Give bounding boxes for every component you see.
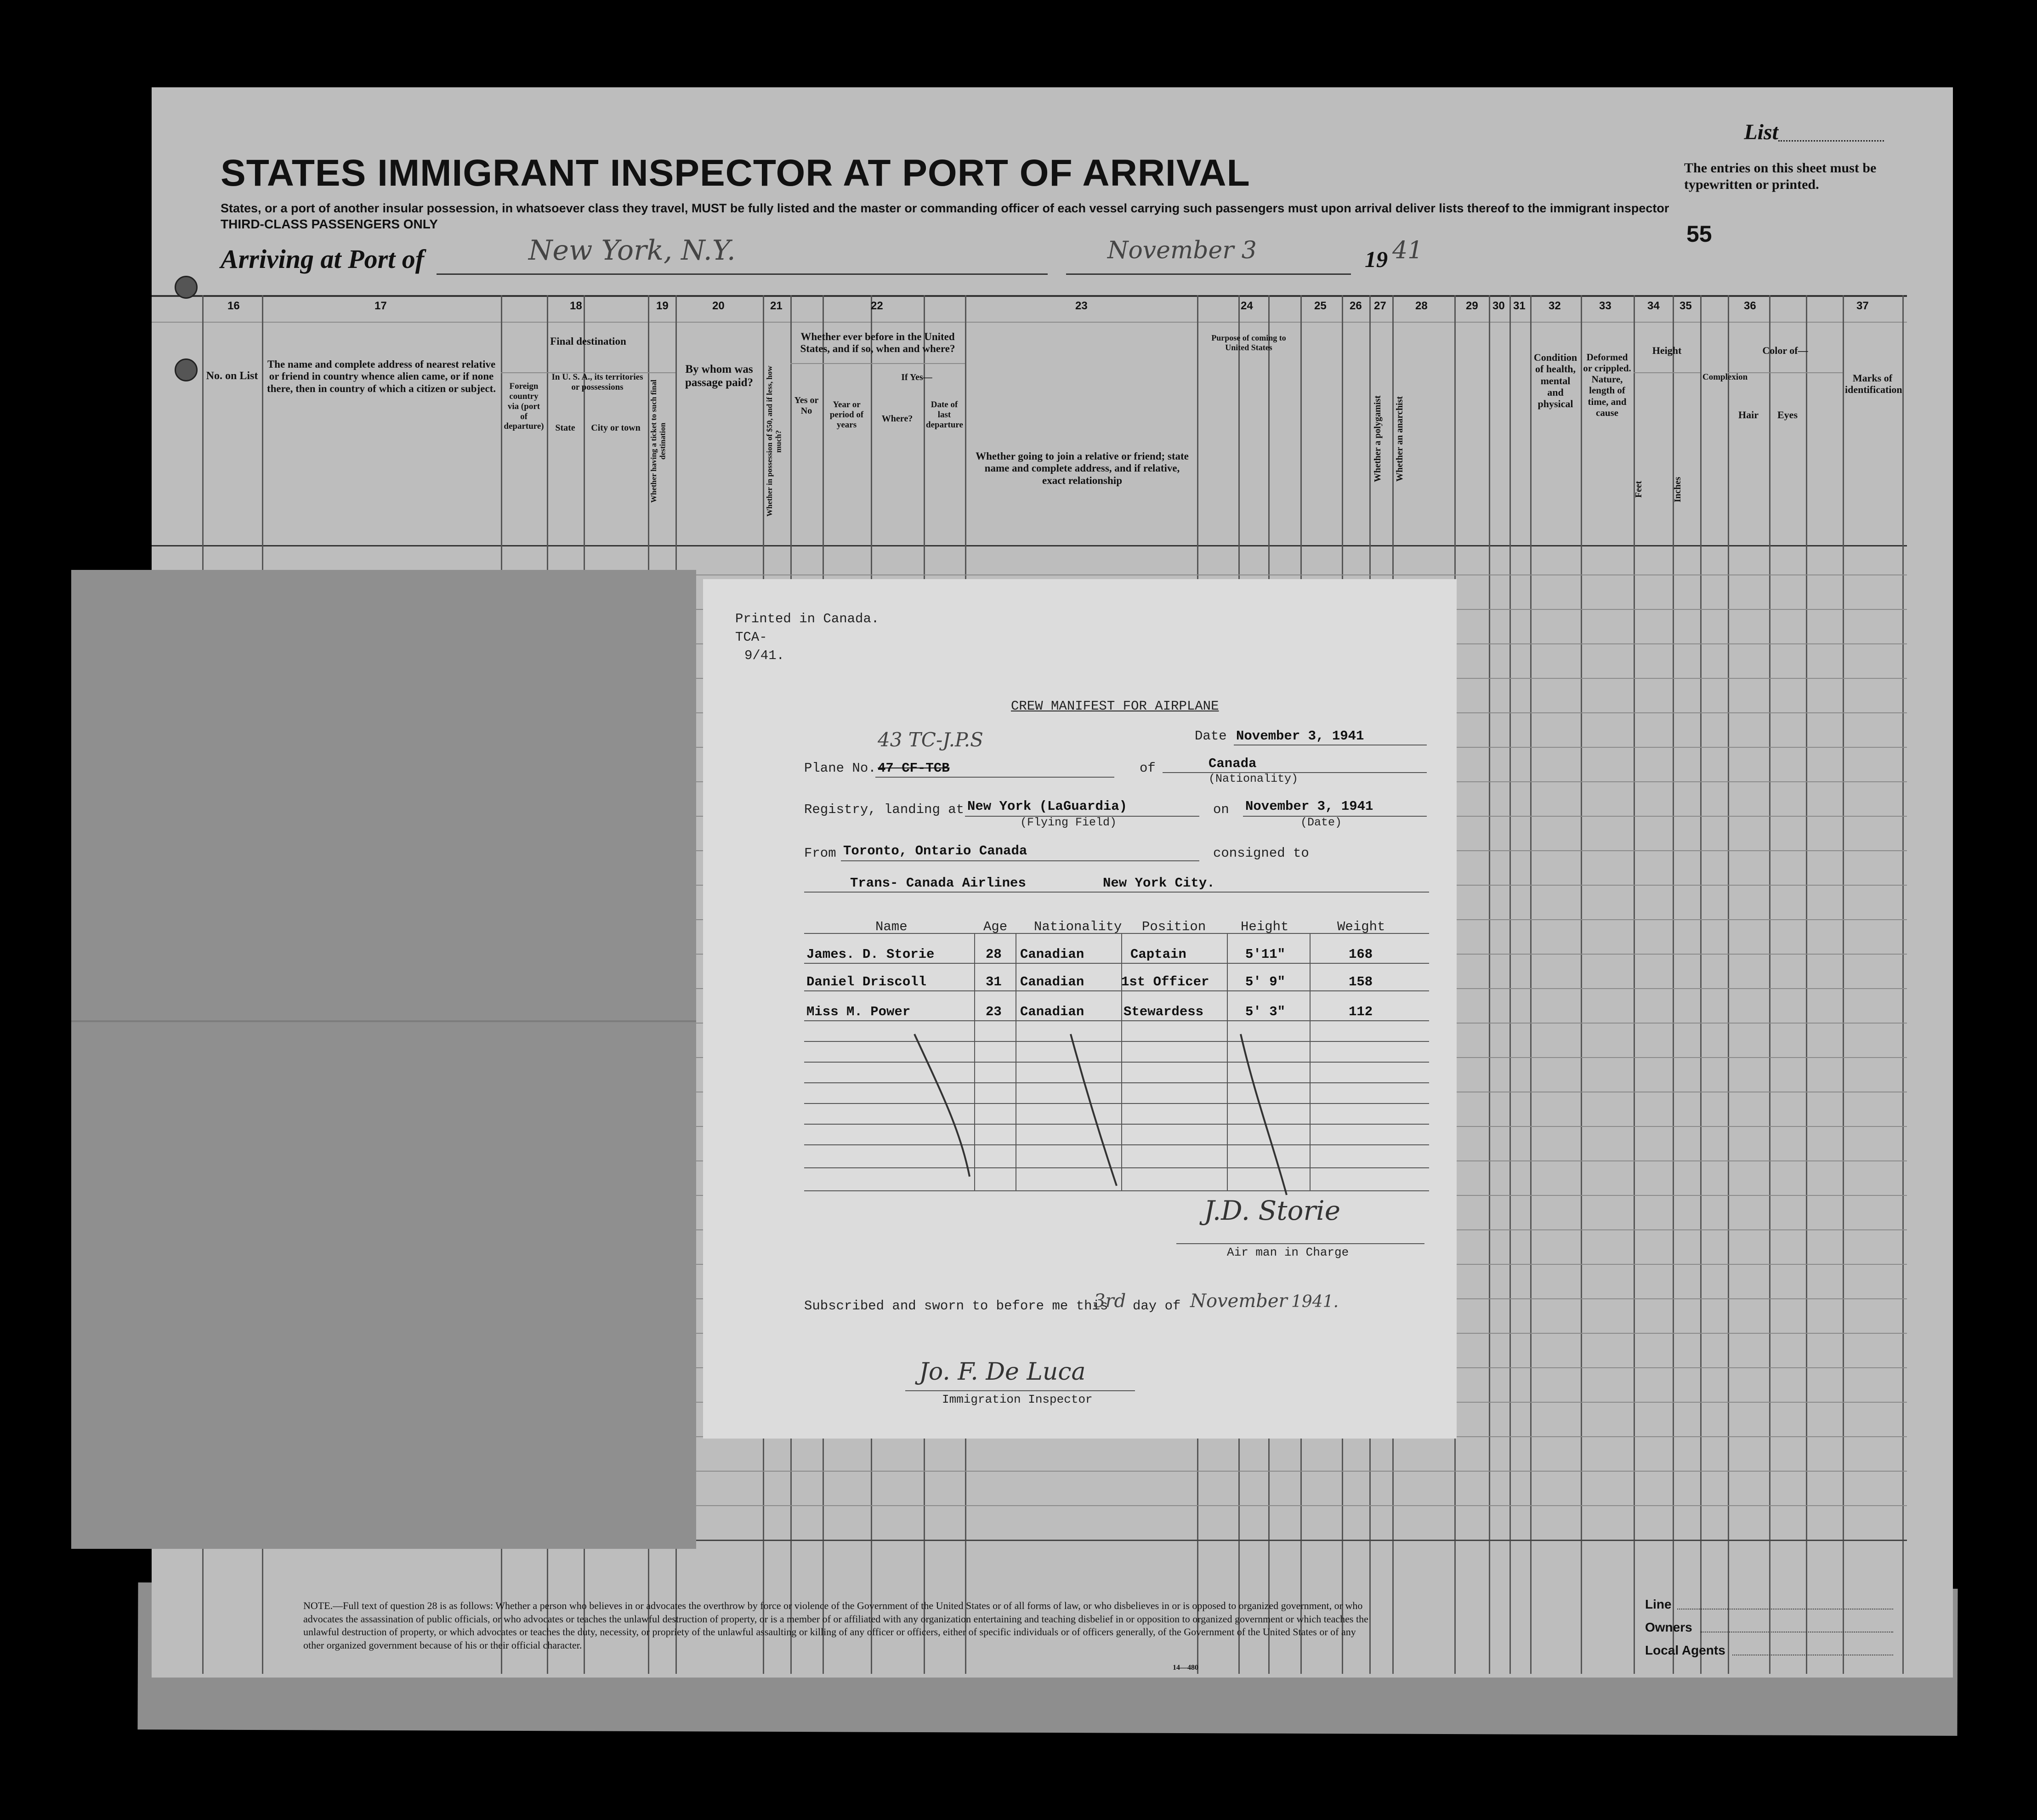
if-yes-label: If Yes— xyxy=(901,372,932,382)
usa-label: In U. S. A., its territories or possessions xyxy=(551,372,643,392)
form-code-1: TCA- xyxy=(735,630,767,645)
col-27-num: 27 xyxy=(1374,300,1386,312)
col-18-num: 18 xyxy=(570,300,582,312)
airman-in-charge-label: Air man in Charge xyxy=(1227,1246,1349,1259)
state-label: State xyxy=(555,423,575,433)
arriving-label: Arriving at Port of xyxy=(221,244,425,274)
inches-label: Inches xyxy=(1673,477,1683,502)
col-21-num: 21 xyxy=(770,300,783,312)
crew-height-1: 5'11" xyxy=(1245,947,1286,962)
crew-nationality-2: Canadian xyxy=(1020,974,1084,990)
year-handwritten: 41 xyxy=(1392,237,1423,264)
printed-in-canada: Printed in Canada. xyxy=(735,611,879,626)
crew-position-2: 1st Officer xyxy=(1121,974,1209,990)
crew-age-2: 31 xyxy=(986,974,1002,990)
plane-value: 47 CF-TCB xyxy=(878,761,950,776)
crew-nationality-3: Canadian xyxy=(1020,1004,1084,1019)
col-32-num: 32 xyxy=(1549,300,1561,312)
inspector-signature: Jo. F. De Luca xyxy=(919,1358,1086,1386)
col-17-num: 17 xyxy=(374,300,387,312)
from-label: From xyxy=(804,846,836,861)
crew-height-3: 5' 3" xyxy=(1245,1004,1286,1019)
crew-age-1: 28 xyxy=(986,947,1002,962)
crew-position-1: Captain xyxy=(1130,947,1186,962)
col-29-num: 29 xyxy=(1466,300,1478,312)
col-23-num: 23 xyxy=(1075,300,1088,312)
airline-name: Trans- Canada Airlines xyxy=(850,876,1026,891)
crew-name-2: Daniel Driscoll xyxy=(806,974,927,990)
col-20-label: By whom was passage paid? xyxy=(685,363,753,389)
on-date-value: November 3, 1941 xyxy=(1245,799,1373,814)
date-departure-label: Date of last departure xyxy=(926,400,963,430)
yes-no-label: Yes or No xyxy=(794,395,819,416)
plane-label: Plane No. xyxy=(804,761,876,776)
date-value: November 3, 1941 xyxy=(1236,728,1364,744)
col-33-label: Deformed or crippled. Nature, length of time, and cause xyxy=(1583,352,1631,418)
crew-name-1: James. D. Storie xyxy=(806,947,935,962)
feet-label: Feet xyxy=(1634,481,1644,498)
owners-label: Owners xyxy=(1645,1620,1692,1634)
nationality-label: (Nationality) xyxy=(1209,772,1299,785)
col-34-num: 34 xyxy=(1647,300,1660,312)
col-21-label: Whether in possession of $50, and if less, how much? xyxy=(765,365,783,517)
col-weight: Weight xyxy=(1337,919,1385,934)
col-name: Name xyxy=(875,919,908,934)
registry-label: Registry, landing at xyxy=(804,802,965,817)
manifest-title: CREW MANIFEST FOR AIRPLANE xyxy=(1011,699,1219,714)
form-subtitle: States, or a port of another insular possession, in whatsoever class they travel, MUST be fully listed and the master or commanding officer of each vessel carrying such passengers must upon arrival deliver lists thereof to the immigrant inspector xyxy=(221,201,1669,215)
sworn-day: 3rd xyxy=(1094,1291,1126,1312)
col-height: Height xyxy=(1241,919,1289,934)
sworn-year: 1941. xyxy=(1291,1292,1339,1311)
col-20-num: 20 xyxy=(712,300,725,312)
eyes-label: Eyes xyxy=(1777,409,1798,421)
year-period-label: Year or period of years xyxy=(829,400,864,430)
form-code-2: 9/41. xyxy=(744,648,785,663)
col-35-label: Complexion xyxy=(1702,372,1748,382)
crew-age-3: 23 xyxy=(986,1004,1002,1019)
col-22-num: 22 xyxy=(871,300,883,312)
crew-weight-3: 112 xyxy=(1349,1004,1373,1019)
on-label: on xyxy=(1213,802,1229,817)
col-35-num: 35 xyxy=(1680,300,1692,312)
consigned-label: consigned to xyxy=(1213,846,1309,861)
port-handwritten: New York, N.Y. xyxy=(528,234,736,267)
binding-hole xyxy=(175,358,198,381)
line-label: Line xyxy=(1645,1597,1672,1611)
list-line xyxy=(1778,140,1884,142)
date-underline xyxy=(1066,273,1351,275)
col-23-label: Whether going to join a relative or friend; state name and complete address, and if relative, exact relationship xyxy=(976,450,1189,486)
crew-height-2: 5' 9" xyxy=(1245,974,1286,990)
col-36-num: 36 xyxy=(1744,300,1756,312)
local-agents-label: Local Agents xyxy=(1645,1643,1725,1657)
nationality-value: Canada xyxy=(1209,756,1257,771)
where-label: Where? xyxy=(881,414,913,424)
flying-field-value: New York (LaGuardia) xyxy=(967,799,1128,814)
footnote-q28: NOTE.—Full text of question 28 is as follows: Whether a person who believes in or advocates the overthrow by force or violence of the Government of the United States or of all forms of law, or who disbelieves in or is opposed to organized government, or who advocates the assassination of public officials, or who advocates or teaches the unlawful destruction of property, or is a member of or affiliated with any organization entertaining and teaching disbelief in or opposition to organized government or which teaches the unlawful destruction of property, or which advocates or teaches the duty, necessity, or propriety of the unlawful assaulting or killing of any officer or officers, either of specific individuals or of officers generally, of the Government of the United States or of any other organized government because of his or their official character. xyxy=(303,1600,1368,1651)
col-19-num: 19 xyxy=(656,300,669,312)
col-37-num: 37 xyxy=(1856,300,1869,312)
col-28-num: 28 xyxy=(1415,300,1428,312)
col-26-num: 26 xyxy=(1350,300,1362,312)
col-26-label: Whether a polygamist xyxy=(1373,395,1383,483)
overlay-blank-sheet xyxy=(71,570,696,1549)
col-31-num: 31 xyxy=(1513,300,1526,312)
crew-manifest-card xyxy=(703,579,1457,1439)
sworn-month: November xyxy=(1190,1291,1288,1312)
col-33-num: 33 xyxy=(1599,300,1611,312)
hair-label: Hair xyxy=(1738,409,1759,421)
col-16-label: No. on List xyxy=(206,370,258,382)
col-17-label: The name and complete address of nearest relative or friend in country whence alien came, or if none there, then in country of which a citizen or subject. xyxy=(267,358,496,394)
list-label: List xyxy=(1744,120,1778,144)
form-code: 14—480 xyxy=(1173,1664,1198,1672)
class-line: THIRD-CLASS PASSENGERS ONLY xyxy=(221,217,438,231)
flying-field-label: (Flying Field) xyxy=(1020,816,1117,829)
col-22-label: Whether ever before in the United States, and if so, when and where? xyxy=(800,331,955,355)
plane-handwritten: 43 TC-J.P.S xyxy=(878,728,983,751)
foreign-country-label: Foreign country via (port of departure) xyxy=(504,381,544,432)
year-prefix: 19 xyxy=(1365,246,1388,272)
col-nationality: Nationality xyxy=(1034,919,1122,934)
col-25-num: 25 xyxy=(1314,300,1327,312)
from-value: Toronto, Ontario Canada xyxy=(843,843,1027,859)
crew-nationality-1: Canadian xyxy=(1020,947,1084,962)
col-24-label: Purpose of coming to United States xyxy=(1211,333,1286,352)
crew-weight-1: 168 xyxy=(1349,947,1373,962)
immigration-inspector-label: Immigration Inspector xyxy=(942,1393,1093,1406)
col-34-label: Height xyxy=(1652,345,1682,356)
date-label: Date xyxy=(1195,728,1227,744)
col-position: Position xyxy=(1142,919,1206,934)
fold-crease xyxy=(71,1020,696,1022)
col-18-label: Final destination xyxy=(550,336,626,347)
sworn-text: Subscribed and sworn to before me this xyxy=(804,1298,1108,1314)
crew-weight-2: 158 xyxy=(1349,974,1373,990)
col-36-label: Color of— xyxy=(1762,345,1808,356)
of-label: of xyxy=(1140,761,1156,776)
binding-hole xyxy=(175,276,198,299)
sheet-number: 55 xyxy=(1686,221,1712,247)
typewritten-note: The entries on this sheet must be typewritten or printed. xyxy=(1684,160,1877,192)
crew-name-3: Miss M. Power xyxy=(806,1004,911,1019)
day-of-label: day of xyxy=(1133,1298,1181,1314)
date-handwritten: November 3 xyxy=(1107,237,1257,264)
captain-signature: J.D. Storie xyxy=(1204,1195,1341,1226)
port-underline xyxy=(437,273,1048,275)
col-37-label: Marks of identification xyxy=(1845,372,1902,396)
col-24-num: 24 xyxy=(1241,300,1253,312)
city-label: City or town xyxy=(591,423,641,433)
col-32-label: Condition of health, mental and physical xyxy=(1533,352,1577,410)
on-date-label: (Date) xyxy=(1300,816,1342,829)
col-27-label: Whether an anarchist xyxy=(1395,396,1405,482)
consignee-city: New York City. xyxy=(1103,876,1215,891)
col-age: Age xyxy=(983,919,1008,934)
col-19-label: Whether having a ticket to such final destination xyxy=(649,380,667,503)
crew-position-3: Stewardess xyxy=(1123,1004,1204,1019)
col-30-num: 30 xyxy=(1492,300,1505,312)
form-title: STATES IMMIGRANT INSPECTOR AT PORT OF ARRIVAL xyxy=(221,152,1250,194)
col-16-num: 16 xyxy=(227,300,240,312)
